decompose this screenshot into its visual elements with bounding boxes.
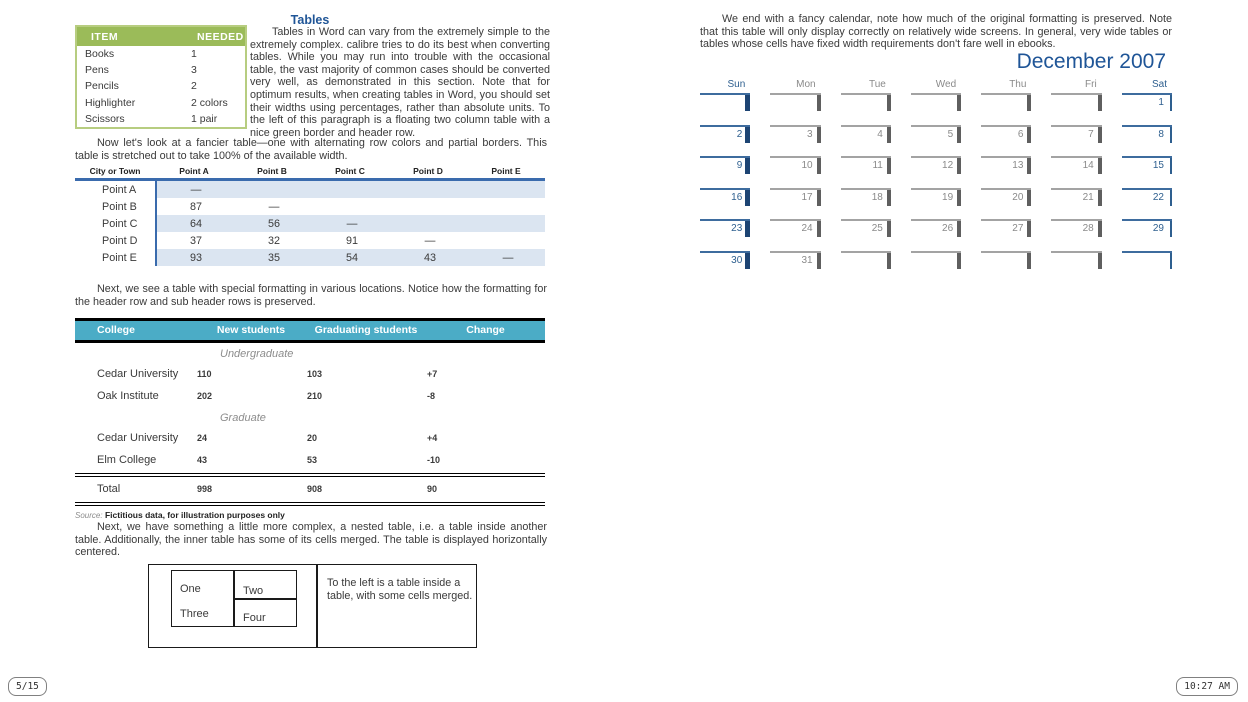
calendar-day-cell (841, 188, 891, 207)
calendar-day-number: 19 (942, 191, 954, 203)
calendar-day-cell (981, 125, 1031, 144)
distance-row (75, 215, 545, 232)
calendar-day-number: 20 (1012, 191, 1024, 203)
calendar-day-name: Tue (868, 79, 886, 90)
calendar-day-number: 31 (801, 254, 813, 266)
calendar-cell-bar (745, 95, 750, 111)
calendar-day-number (981, 253, 1031, 255)
calendar-weeks (700, 93, 1172, 282)
college-table (75, 318, 545, 520)
calendar-week-row (700, 156, 1172, 188)
supplies-needed-cell: 3 (191, 64, 197, 77)
calendar-day-cell (841, 125, 891, 144)
calendar-cell-bar (817, 158, 821, 174)
college-row (75, 449, 545, 471)
distance-column-header: Point B (257, 165, 287, 176)
college-section-label: Graduate (220, 411, 266, 424)
calendar-day-number: 10 (801, 160, 813, 171)
new-students-cell: 110 (197, 368, 212, 379)
intro-paragraph: Tables in Word can vary from the extremely simple to the extremely complex. calibre tries to do its best when converting tables. While you may run into trouble with the occasional table, the vast majority of common cases should be converted very well, as demonstrated in this section. Note that for optimum results, when creating tables in Word, you should set their widths using percentages, rather than absolute units. To the left of this paragraph is a floating two column table with a nice green border and header row. (250, 26, 550, 139)
outer-table-divider (316, 565, 318, 647)
distance-cell: — (268, 200, 280, 213)
source-text: Fictitious data, for illustration purposes only (104, 509, 285, 520)
fancier-table-paragraph: Now let's look at a fancier table—one with alternating row colors and partial borders. This table is stretched out to take 100% of the available width. (75, 137, 547, 162)
calendar-day-number (911, 253, 961, 255)
distance-column-header: Point C (335, 165, 365, 176)
calendar-cell-bar (745, 253, 750, 269)
calendar-day-number: 27 (1012, 223, 1024, 234)
calendar-day-name: Mon (796, 79, 816, 90)
total-label-cell: Total (97, 482, 121, 495)
calendar-day-number: 2 (736, 128, 743, 140)
calendar-day-number (911, 95, 961, 97)
supplies-header-item: ITEM (91, 30, 119, 43)
calendar-cell-bar (1027, 221, 1031, 237)
calendar-day-number: 5 (947, 128, 954, 140)
distance-table (75, 163, 545, 266)
calendar-day-cell (911, 188, 961, 207)
calendar-day-names-row (700, 79, 1172, 93)
supplies-item-cell: Scissors (85, 112, 125, 125)
calendar-cell-bar (1098, 95, 1102, 111)
calendar-cell-bar (817, 95, 821, 111)
college-table-header (75, 318, 545, 343)
supplies-needed-cell: 1 pair (191, 112, 218, 125)
calendar-cell-bar (817, 190, 821, 206)
inner-cell-three: Three (180, 608, 209, 620)
calendar-cell-bar (957, 253, 961, 269)
distance-row (75, 198, 545, 215)
supplies-header-needed: NEEDED (197, 30, 244, 43)
calendar-day-number: 13 (1012, 160, 1024, 171)
graduating-students-cell: 210 (307, 390, 323, 401)
source-line (75, 506, 545, 520)
calendar-day-number: 21 (1082, 191, 1094, 203)
calendar-day-number: 18 (871, 191, 883, 203)
calendar-day-cell (1122, 219, 1172, 238)
calendar-day-cell (981, 188, 1031, 207)
calendar-cell-bar (1027, 127, 1031, 143)
calendar-day-cell (841, 93, 891, 112)
supplies-table-body (77, 46, 245, 127)
change-cell: +4 (427, 432, 438, 443)
distance-row (75, 249, 545, 266)
calendar-paragraph: We end with a fancy calendar, note how much of the original formatting is preserved. Note that this table will only display correctly on relatively wide screens. In general, very wide tables or tables whose cells have fixed width requirements don't fare well in ebooks. (700, 13, 1172, 51)
nested-table-paragraph: Next, we have something a little more complex, a nested table, i.e. a table inside another table. Additionally, the inner table has some of its cells merged. The table is displayed horizontally centered. (75, 521, 547, 559)
inner-cell-two: Two (243, 585, 264, 597)
calendar-cell-bar (745, 127, 750, 143)
graduating-students-cell: 103 (307, 368, 323, 379)
distance-row-data (155, 249, 545, 266)
calendar-cell-bar (817, 253, 821, 269)
distance-cell: 56 (267, 217, 280, 230)
calendar-day-cell (1122, 125, 1172, 144)
calendar-day-cell (1051, 156, 1101, 175)
college-column-header: New students (216, 324, 286, 336)
calendar-cell-bar (1170, 221, 1172, 237)
calendar-cell-bar (1027, 190, 1031, 206)
supplies-row (77, 95, 245, 111)
clock: 10:27 AM (1176, 677, 1238, 696)
distance-cell: 54 (345, 251, 358, 264)
calendar-day-cell (911, 156, 961, 175)
calendar-cell-bar (745, 190, 750, 206)
calendar-day-cell (700, 125, 750, 144)
calendar-day-number: 16 (731, 191, 743, 203)
calendar-cell-bar (957, 190, 961, 206)
distance-row-data (155, 198, 545, 215)
calendar-day-number (1051, 253, 1101, 255)
calendar-day-cell (1051, 93, 1101, 112)
distance-cell: 91 (345, 234, 358, 247)
calendar-day-cell (770, 251, 820, 270)
calendar-day-number: 28 (1082, 223, 1094, 234)
distance-column-header: City or Town (89, 165, 141, 176)
supplies-table-header (77, 27, 245, 46)
calendar-day-cell (700, 188, 750, 207)
distance-row (75, 232, 545, 249)
distance-row-label: Point D (102, 234, 138, 247)
distance-cell: 64 (189, 217, 202, 230)
calendar-day-number: 29 (1152, 223, 1164, 234)
calendar-day-cell (1051, 125, 1101, 144)
calendar-day-cell (981, 93, 1031, 112)
calendar-day-cell (700, 251, 750, 270)
calendar-day-cell (770, 93, 820, 112)
calendar-day-cell (841, 156, 891, 175)
calendar-week-row (700, 188, 1172, 220)
calendar-day-cell (981, 219, 1031, 238)
change-cell: +7 (427, 368, 438, 379)
calendar-cell-bar (1098, 127, 1102, 143)
distance-table-header (75, 163, 545, 178)
calendar-day-number (841, 95, 891, 97)
new-students-cell: 202 (197, 390, 213, 401)
calendar-day-number: 8 (1158, 128, 1164, 140)
college-section-label: Undergraduate (220, 347, 294, 360)
distance-cell: 43 (423, 251, 436, 264)
college-row (75, 385, 545, 407)
college-name-cell: Cedar University (97, 431, 179, 444)
page-title: Tables (290, 13, 330, 27)
inner-cell-one: One (180, 583, 201, 595)
calendar-day-cell (981, 156, 1031, 175)
distance-column-header: Point D (413, 165, 443, 176)
new-students-cell: 24 (197, 432, 208, 443)
distance-row-data (155, 215, 545, 232)
supplies-item-cell: Highlighter (85, 96, 136, 109)
college-name-cell: Oak Institute (97, 389, 159, 402)
calendar-day-cell (1051, 188, 1101, 207)
calendar-cell-bar (1170, 190, 1172, 206)
calendar-day-cell (700, 156, 750, 175)
distance-column-header: Point E (491, 165, 521, 176)
college-column-header: Graduating students (314, 324, 418, 336)
distance-cell: — (346, 217, 358, 230)
distance-cell: — (190, 183, 202, 196)
supplies-needed-cell: 2 colors (191, 96, 228, 109)
supplies-needed-cell: 2 (191, 80, 197, 93)
page-indicator[interactable]: 5/15 (8, 677, 47, 696)
total-row (75, 478, 545, 500)
calendar-day-cell (981, 251, 1031, 270)
calendar-cell-bar (957, 127, 961, 143)
total-value-cell: 908 (307, 483, 323, 494)
calendar-day-cell (770, 125, 820, 144)
calendar-cell-bar (1170, 158, 1172, 174)
calendar-day-cell (1122, 156, 1172, 175)
calendar-day-number: 12 (942, 160, 954, 171)
calendar-cell-bar (1170, 253, 1172, 269)
distance-row-label: Point E (102, 251, 137, 264)
supplies-table (75, 25, 247, 129)
college-name-cell: Cedar University (97, 367, 179, 380)
supplies-row (77, 78, 245, 94)
distance-row-data (155, 181, 545, 198)
calendar-cell-bar (1098, 158, 1102, 174)
calendar-day-name: Sat (1151, 79, 1167, 90)
calendar-day-cell (841, 219, 891, 238)
calendar-cell-bar (1170, 95, 1172, 111)
calendar-day-number: 30 (731, 254, 743, 266)
calendar-cell-bar (1027, 95, 1031, 111)
calendar-day-number: 1 (1158, 97, 1164, 108)
calendar-day-number: 24 (801, 223, 813, 234)
graduating-students-cell: 20 (307, 432, 318, 443)
inner-table-horizontal-divider (233, 598, 296, 600)
distance-cell: 87 (189, 200, 202, 213)
college-name-cell: Elm College (97, 453, 157, 466)
calendar-week-row (700, 251, 1172, 283)
distance-table-body (75, 181, 545, 266)
calendar-day-name: Thu (1009, 79, 1027, 90)
calendar-day-number (700, 95, 750, 97)
calendar-cell-bar (887, 221, 891, 237)
calendar-day-cell (911, 251, 961, 270)
calendar-title: December 2007 (1016, 50, 1166, 73)
distance-cell: 32 (267, 234, 280, 247)
nested-table-outer (148, 564, 477, 648)
calendar-day-number: 15 (1152, 160, 1164, 171)
calendar-day-cell (1122, 93, 1172, 112)
distance-row-label: Point B (102, 200, 137, 213)
calendar-day-name: Fri (1085, 79, 1097, 90)
calendar-week-row (700, 219, 1172, 251)
calendar-cell-bar (887, 158, 891, 174)
supplies-row (77, 62, 245, 78)
calendar-cell-bar (887, 253, 891, 269)
calendar-day-number: 25 (871, 223, 883, 234)
distance-cell: 93 (189, 251, 202, 264)
calendar-day-number (770, 95, 820, 97)
total-value-cell: 998 (197, 483, 213, 494)
calendar-cell-bar (745, 158, 750, 174)
calendar-day-number: 22 (1152, 191, 1164, 203)
supplies-needed-cell: 1 (191, 48, 197, 61)
calendar-day-cell (1122, 251, 1172, 270)
calendar-day-name: Wed (935, 79, 957, 90)
calendar-day-number: 14 (1082, 160, 1094, 171)
calendar-cell-bar (957, 221, 961, 237)
college-column-header: College (97, 324, 135, 336)
calendar-day-cell (770, 156, 820, 175)
calendar-cell-bar (817, 221, 821, 237)
calendar-cell-bar (1027, 158, 1031, 174)
calendar-cell-bar (745, 221, 750, 237)
special-formatting-paragraph: Next, we see a table with special formatting in various locations. Notice how the formatting for the header row and sub header rows is preserved. (75, 283, 547, 308)
supplies-row (77, 46, 245, 62)
calendar-day-number: 7 (1088, 128, 1094, 140)
calendar-day-cell (911, 125, 961, 144)
distance-cell: — (424, 234, 436, 247)
calendar-day-number (981, 95, 1031, 97)
calendar-day-number: 9 (736, 160, 743, 171)
calendar-day-cell (841, 251, 891, 270)
calendar-week-row (700, 125, 1172, 157)
supplies-item-cell: Pencils (85, 80, 119, 93)
nested-table-caption: To the left is a table inside a table, with some cells merged. (327, 577, 473, 602)
calendar-day-cell (770, 219, 820, 238)
calendar-cell-bar (887, 95, 891, 111)
source-label: Source: (75, 510, 103, 520)
college-table-body (75, 343, 545, 471)
total-value-cell: 90 (427, 483, 438, 494)
calendar-day-cell (700, 219, 750, 238)
distance-cell: 37 (189, 234, 202, 247)
calendar-cell-bar (817, 127, 821, 143)
distance-row-data (155, 232, 545, 249)
calendar-day-cell (1051, 251, 1101, 270)
graduating-students-cell: 53 (307, 454, 318, 465)
calendar-day-number: 26 (942, 223, 954, 234)
college-row (75, 363, 545, 385)
calendar-day-number (1051, 95, 1101, 97)
total-top-rule (75, 473, 545, 477)
calendar-cell-bar (1098, 190, 1102, 206)
calendar-day-cell (700, 93, 750, 112)
calendar-cell-bar (1098, 253, 1102, 269)
calendar-day-cell (1122, 188, 1172, 207)
calendar-table (700, 79, 1172, 282)
nested-table-inner (171, 570, 297, 627)
calendar-week-row (700, 93, 1172, 125)
calendar-day-name: Sun (727, 79, 746, 90)
change-cell: -10 (427, 454, 441, 465)
calendar-day-number: 3 (807, 128, 813, 140)
distance-cell: — (502, 251, 514, 264)
change-cell: -8 (427, 390, 436, 401)
calendar-cell-bar (1027, 253, 1031, 269)
distance-row-label: Point C (102, 217, 138, 230)
supplies-item-cell: Pens (85, 64, 109, 77)
calendar-cell-bar (887, 127, 891, 143)
distance-row-label: Point A (102, 183, 137, 196)
distance-cell: 35 (267, 251, 280, 264)
calendar-cell-bar (1098, 221, 1102, 237)
calendar-day-number (1122, 253, 1172, 255)
calendar-cell-bar (887, 190, 891, 206)
calendar-day-cell (1051, 219, 1101, 238)
calendar-day-cell (911, 219, 961, 238)
college-column-header: Change (466, 324, 505, 336)
calendar-day-number: 17 (801, 191, 813, 203)
distance-column-header: Point A (179, 165, 209, 176)
calendar-cell-bar (957, 158, 961, 174)
calendar-day-cell (770, 188, 820, 207)
calendar-day-number: 4 (877, 128, 883, 140)
calendar-cell-bar (957, 95, 961, 111)
college-row (75, 427, 545, 449)
new-students-cell: 43 (197, 454, 208, 465)
supplies-item-cell: Books (85, 48, 115, 61)
calendar-day-number (841, 253, 891, 255)
supplies-row (77, 111, 245, 127)
calendar-day-number: 6 (1017, 128, 1024, 140)
calendar-day-number: 23 (731, 223, 743, 234)
inner-cell-four: Four (243, 612, 266, 624)
distance-row (75, 181, 545, 198)
calendar-day-cell (911, 93, 961, 112)
calendar-cell-bar (1170, 127, 1172, 143)
calendar-day-number: 11 (872, 160, 883, 171)
